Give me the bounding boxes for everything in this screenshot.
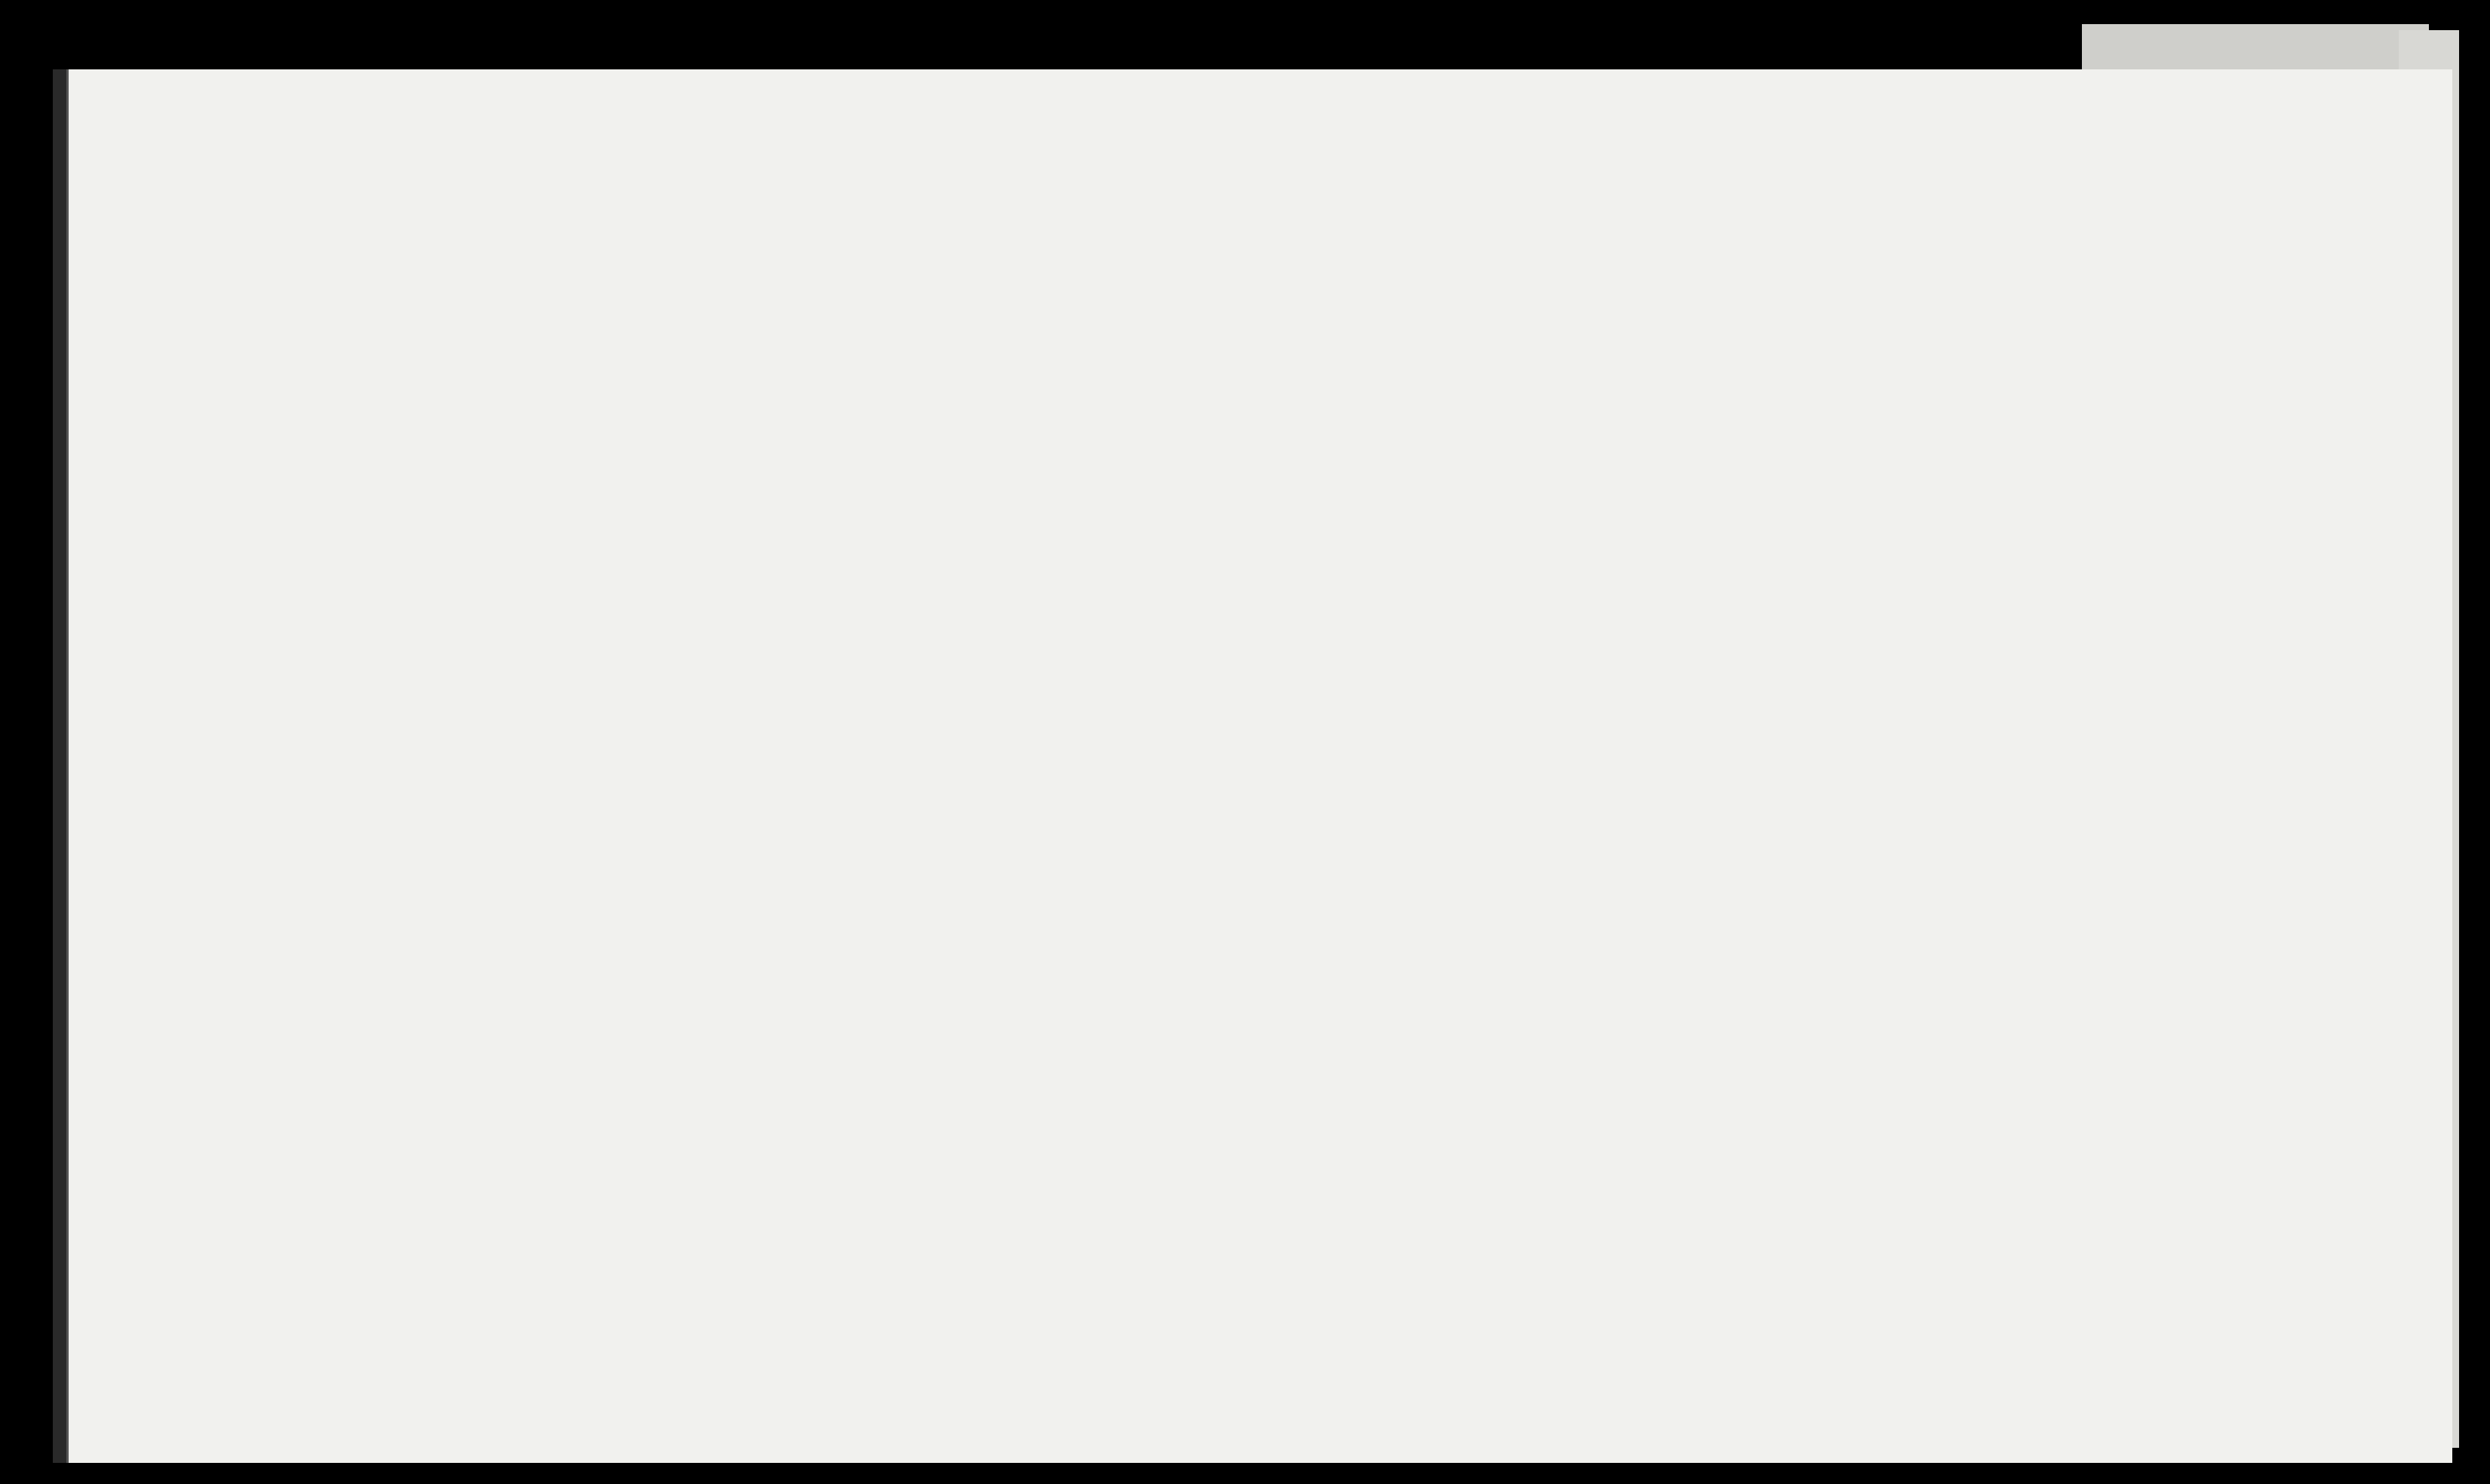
underlying-page: [2082, 24, 2429, 71]
page-shadow: [53, 69, 68, 1463]
census-form-sheet: [66, 69, 2452, 1463]
